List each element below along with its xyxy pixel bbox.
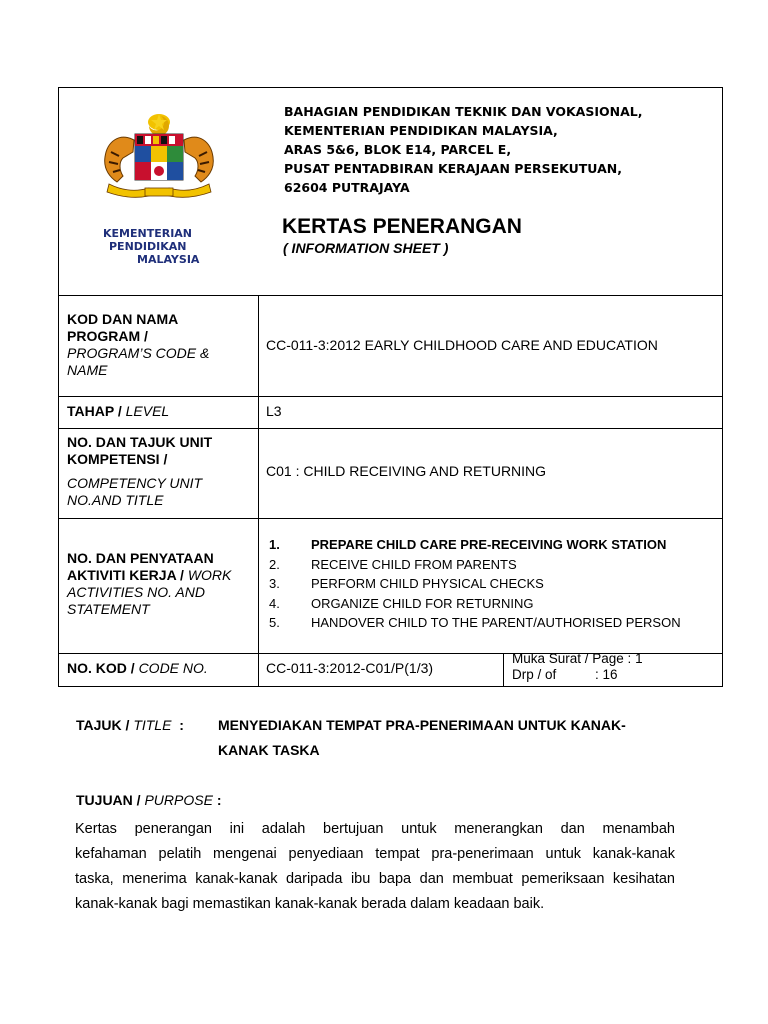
paragraph-line: kefahaman pelatih mengenai penyediaan tempat pra-penerimaan untuk kanak-kanak: [75, 846, 675, 862]
logo-caption-line: PENDIDIKAN: [109, 240, 187, 253]
activities-label: [67, 550, 231, 618]
row-divider: [59, 396, 722, 397]
program-label-bold: KOD DAN NAMA: [67, 311, 179, 327]
paragraph-line: Kertas penerangan ini adalah bertujuan untuk menerangkan dan menambah: [75, 821, 675, 837]
competency-label-bold: KOMPETENSI /: [67, 451, 168, 467]
column-divider: [503, 653, 504, 687]
column-divider: [258, 295, 259, 687]
title-label-bold: TAJUK /: [76, 717, 130, 733]
code-label-italic: CODE NO.: [138, 660, 208, 676]
page-label: Muka Surat / Page :: [512, 651, 632, 666]
level-label-italic: LEVEL: [125, 403, 170, 419]
of-label: Drp / of: [512, 667, 557, 682]
program-value: CC-011-3:2012 EARLY CHILDHOOD CARE AND EDUCATION: [266, 337, 658, 353]
purpose-heading: [76, 792, 221, 808]
work-activities-list: [269, 535, 681, 633]
competency-label-bold: NO. DAN TAJUK UNIT: [67, 434, 213, 450]
program-label-italic: PROGRAM’S CODE &: [67, 345, 210, 361]
address-line: KEMENTERIAN PENDIDIKAN MALAYSIA,: [284, 123, 558, 138]
list-item: [269, 594, 681, 614]
logo-caption-line: MALAYSIA: [137, 253, 200, 266]
title-heading: [76, 717, 626, 733]
agency-address: [284, 102, 642, 197]
activity-text: PREPARE CHILD CARE PRE-RECEIVING WORK STATION: [311, 537, 667, 552]
activity-text: ORGANIZE CHILD FOR RETURNING: [311, 595, 534, 611]
level-value: L3: [266, 403, 282, 419]
program-label-bold: PROGRAM /: [67, 328, 148, 344]
list-item: [269, 574, 681, 594]
program-label: [67, 311, 209, 379]
row-divider: [59, 428, 722, 429]
level-label-bold: TAHAP /: [67, 403, 122, 419]
activities-label-bold: NO. DAN PENYATAAN: [67, 550, 214, 566]
title-colon: :: [179, 717, 184, 733]
address-line: BAHAGIAN PENDIDIKAN TEKNIK DAN VOKASIONAL,: [284, 104, 643, 119]
paragraph-line: kanak-kanak bagi memastikan kanak-kanak berada dalam keadaan baik.: [75, 896, 545, 912]
ministry-crest-logo: [89, 112, 229, 202]
competency-label-italic: COMPETENCY UNIT: [67, 475, 203, 491]
program-label-italic: NAME: [67, 362, 108, 378]
code-value: CC-011-3:2012-C01/P(1/3): [266, 660, 434, 676]
level-label: [67, 403, 169, 420]
info-sheet-table: [58, 87, 723, 687]
address-line: 62604 PUTRAJAYA: [284, 180, 410, 195]
purpose-paragraph: [75, 817, 675, 917]
list-item: [269, 535, 681, 555]
activity-number: 2.: [269, 556, 280, 572]
sheet-title: KERTAS PENERANGAN: [282, 215, 522, 238]
activities-label-bold: AKTIVITI KERJA /: [67, 567, 184, 583]
purpose-colon: :: [216, 792, 222, 808]
sheet-subtitle: ( INFORMATION SHEET ): [283, 240, 449, 256]
page-value: 1: [635, 651, 643, 666]
activity-number: 4.: [269, 595, 280, 611]
address-line: PUSAT PENTADBIRAN KERAJAAN PERSEKUTUAN,: [284, 161, 622, 176]
title-label-italic: TITLE: [133, 717, 172, 733]
activity-number: 1.: [269, 537, 280, 552]
row-divider: [59, 518, 722, 519]
list-item: [269, 613, 681, 633]
activity-text: HANDOVER CHILD TO THE PARENT/AUTHORISED PERSON: [311, 615, 681, 630]
activities-label-italic: WORK: [187, 567, 232, 583]
ministry-logo-caption: [103, 227, 199, 266]
title-line-1: MENYEDIAKAN TEMPAT PRA-PENERIMAAN UNTUK KANAK-: [218, 717, 626, 733]
competency-value: C01 : CHILD RECEIVING AND RETURNING: [266, 463, 547, 479]
activity-text: PERFORM CHILD PHYSICAL CHECKS: [311, 576, 544, 591]
code-label: [67, 660, 208, 677]
activity-number: 3.: [269, 576, 280, 591]
page-info: [512, 651, 643, 683]
logo-caption-line: KEMENTERIAN: [103, 227, 193, 240]
code-label-bold: NO. KOD /: [67, 660, 135, 676]
purpose-label-italic: PURPOSE: [144, 792, 213, 808]
activity-text: RECEIVE CHILD FROM PARENTS: [311, 556, 517, 572]
purpose-label-bold: TUJUAN /: [76, 792, 141, 808]
row-divider: [59, 295, 722, 296]
activities-label-italic: ACTIVITIES NO. AND: [67, 584, 205, 600]
address-line: ARAS 5&6, BLOK E14, PARCEL E,: [284, 142, 512, 157]
list-item: [269, 555, 681, 575]
paragraph-line: taska, menerima kanak-kanak daripada ibu bapa dan membuat pemeriksaan kesihatan: [75, 871, 675, 887]
competency-label-italic: NO.AND TITLE: [67, 492, 164, 508]
of-value: : 16: [595, 667, 618, 682]
activity-number: 5.: [269, 615, 280, 630]
title-line-2: KANAK TASKA: [218, 742, 320, 758]
activities-label-italic: STATEMENT: [67, 601, 150, 617]
competency-label: [67, 434, 212, 509]
